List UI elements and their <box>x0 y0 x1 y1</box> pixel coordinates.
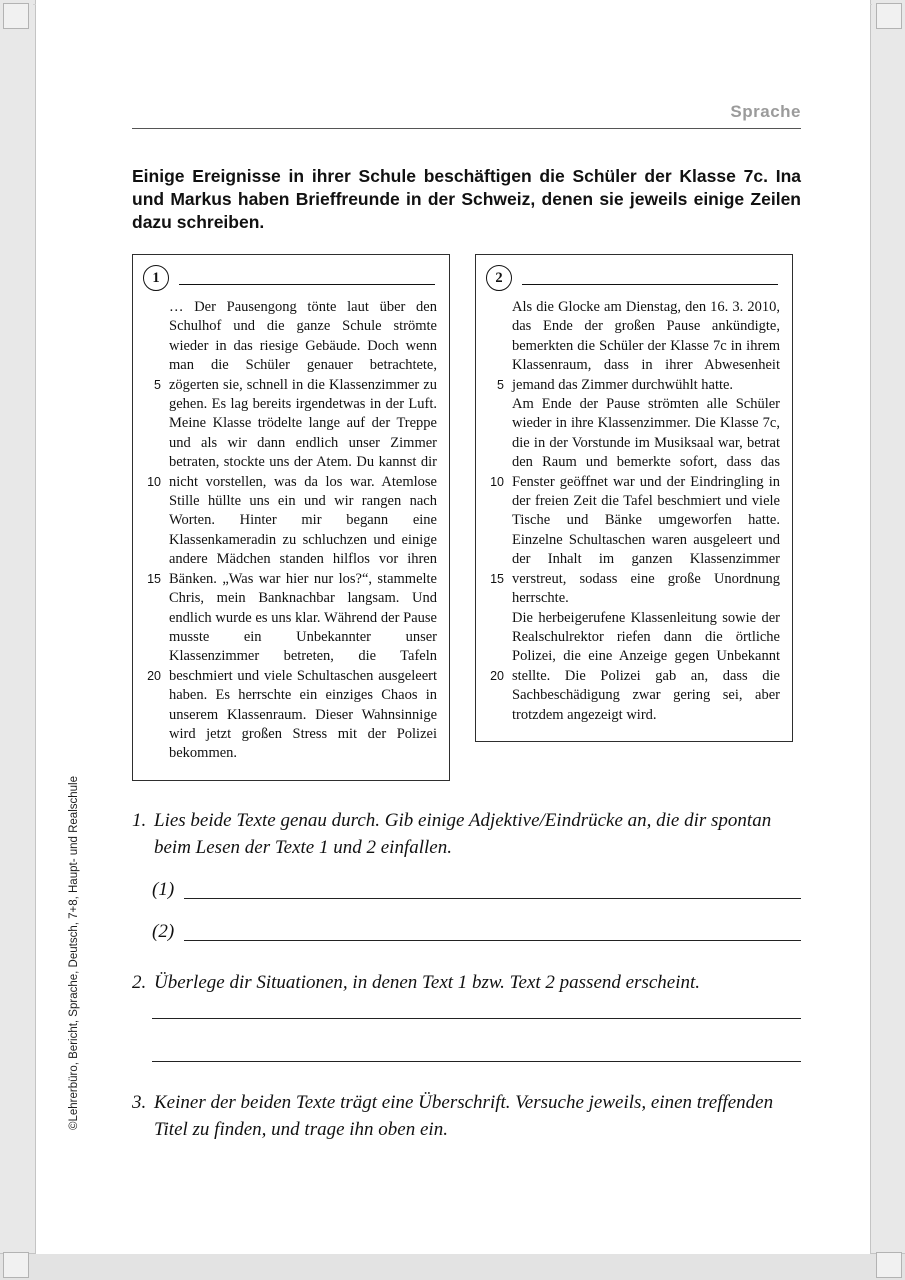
text-box-2 <box>475 254 793 742</box>
line-number: 20 <box>490 669 504 683</box>
title-blank-line <box>522 268 778 285</box>
text-box-2-body <box>490 298 780 725</box>
task-1-text: Lies beide Texte genau durch. Gib einige Adjektive/Eindrücke an, die dir spontan beim Lesen der Texte 1 und 2 einfallen. <box>154 809 772 858</box>
text-box-1-header <box>143 264 437 292</box>
frame-strip-right <box>870 0 905 1280</box>
task-1-answer-row-1 <box>152 876 801 903</box>
text-2-paragraph: Die herbeigerufene Klassenleitung sowie der Realschulrektor riefen dann die örtliche Polizei, die eine Anzeige gegen Unbekannt stellte. Die Polizei gab an, dass die Sachbeschädigung zwar gering sei, aber trotzdem angezeigt wird. <box>512 609 780 723</box>
text-2-paragraph: Als die Glocke am Dienstag, den 16. 3. 2010, das Ende der großen Pause ankündigte, bemerkten die Schüler der Klasse 7c in ihrem Klassenraum, dass in ihrer Abwesenheit jemand das Zimmer durchwühlt hatte. <box>512 299 780 393</box>
task-2-text: Überlege dir Situationen, in denen Text 1 bzw. Text 2 passend erscheint. <box>154 971 701 993</box>
worksheet-page <box>36 0 870 1254</box>
task-3 <box>132 1089 801 1143</box>
section-label: Sprache <box>730 102 801 121</box>
line-number: 15 <box>147 572 161 586</box>
intro-text: Einige Ereignisse in ihrer Schule beschäftigen die Schüler der Klasse 7c. Ina und Markus haben Brieffreunde in der Schweiz, denen sie jeweils einige Zeilen dazu schreiben. <box>132 166 801 232</box>
header-rule <box>132 128 801 129</box>
answer-blank-line <box>152 1018 801 1019</box>
task-1 <box>132 807 801 861</box>
title-blank-line <box>179 268 435 285</box>
task-2 <box>132 969 801 996</box>
task-2-number: 2. <box>132 971 147 993</box>
frame-strip-bottom <box>0 1253 905 1280</box>
text-number-badge: 2 <box>486 265 512 291</box>
line-number: 10 <box>147 475 161 489</box>
answer-blank-line <box>184 898 801 899</box>
line-number: 10 <box>490 475 504 489</box>
text-2-paragraphs <box>512 298 780 725</box>
text-box-2-header <box>486 264 780 292</box>
line-number: 5 <box>154 378 161 392</box>
tasks-section <box>132 807 801 1143</box>
frame-strip-left <box>0 0 36 1280</box>
frame-corner-mark-bottom-left <box>3 1252 29 1278</box>
answer-blank-line <box>152 1061 801 1062</box>
answer-blank-line <box>184 940 801 941</box>
text-box-1-body <box>147 298 437 764</box>
frame-corner-mark-top-left <box>3 3 29 29</box>
copyright-credit: ©Lehrerbüro, Bericht, Sprache, Deutsch, 7+8, Haupt- und Realschule <box>68 776 80 1130</box>
task-1-number: 1. <box>132 809 147 831</box>
line-number: 5 <box>497 378 504 392</box>
text-1-paragraphs <box>169 298 437 764</box>
text-box-1 <box>132 254 450 781</box>
frame-corner-mark-bottom-right <box>876 1252 902 1278</box>
texts-row <box>132 254 801 781</box>
text-1-paragraph: … Der Pausengong tönte laut über den Schulhof und die ganze Schule strömte wieder in das riesige Gebäude. Doch wenn man die Schüler genauer betrachtete, zögerten sie, schnell in die Klassenzimmer zu gehen. Es lag bereits irgendetwas in der Luft. Meine Klasse trödelte lange auf der Treppe und als wir dann endlich unser Zimmer betraten, stockte uns der Atem. Du kannst dir nicht vorstellen, was da los war. Atemlose Stille hüllte uns ein und wir rangen nach Worten. Hinter mir begann eine Klassenkameradin zu schluchzen und einige andere Mädchen standen hilflos vor ihren Bänken. „Was war hier nur los?“, stammelte Chris, mein Banknachbar langsam. Und endlich wurde es uns klar. Während der Pause musste ein Unbekannter unser Klassenzimmer betreten, die Tafeln beschmiert und viele Schultaschen ausgeleert haben. Es herrschte ein einziges Chaos in unserem Klassenraum. Dieser Wahnsinnige wird jetzt großen Stress mit der Polizei bekommen. <box>169 299 437 762</box>
line-number: 15 <box>490 572 504 586</box>
text-2-paragraph: Am Ende der Pause strömten alle Schüler wieder in ihre Klassenzimmer. Die Klasse 7c, die in der Vorstunde im Musiksaal war, betrat den Raum und bemerkte sofort, dass das Fenster geöffnet war und der Eindringling in der freien Zeit die Tafel beschmiert und viele Tische und Bänke umgeworfen hatte. Einzelne Schultaschen waren ausgeleert und der Inhalt im ganzen Klassenzimmer verstreut, sodass eine große Unordnung herrschte. <box>512 396 780 607</box>
page-content <box>132 0 801 1143</box>
answer-label-1: (1) <box>152 878 175 900</box>
task-1-answer-row-2 <box>152 918 801 945</box>
text-number-badge: 1 <box>143 265 169 291</box>
frame-corner-mark-top-right <box>876 3 902 29</box>
answer-label-2: (2) <box>152 920 175 942</box>
task-3-number: 3. <box>132 1091 147 1113</box>
line-number: 20 <box>147 669 161 683</box>
task-3-text: Keiner der beiden Texte trägt eine Überschrift. Versuche jeweils, einen treffenden Titel zu finden, und trage ihn oben ein. <box>154 1091 774 1140</box>
